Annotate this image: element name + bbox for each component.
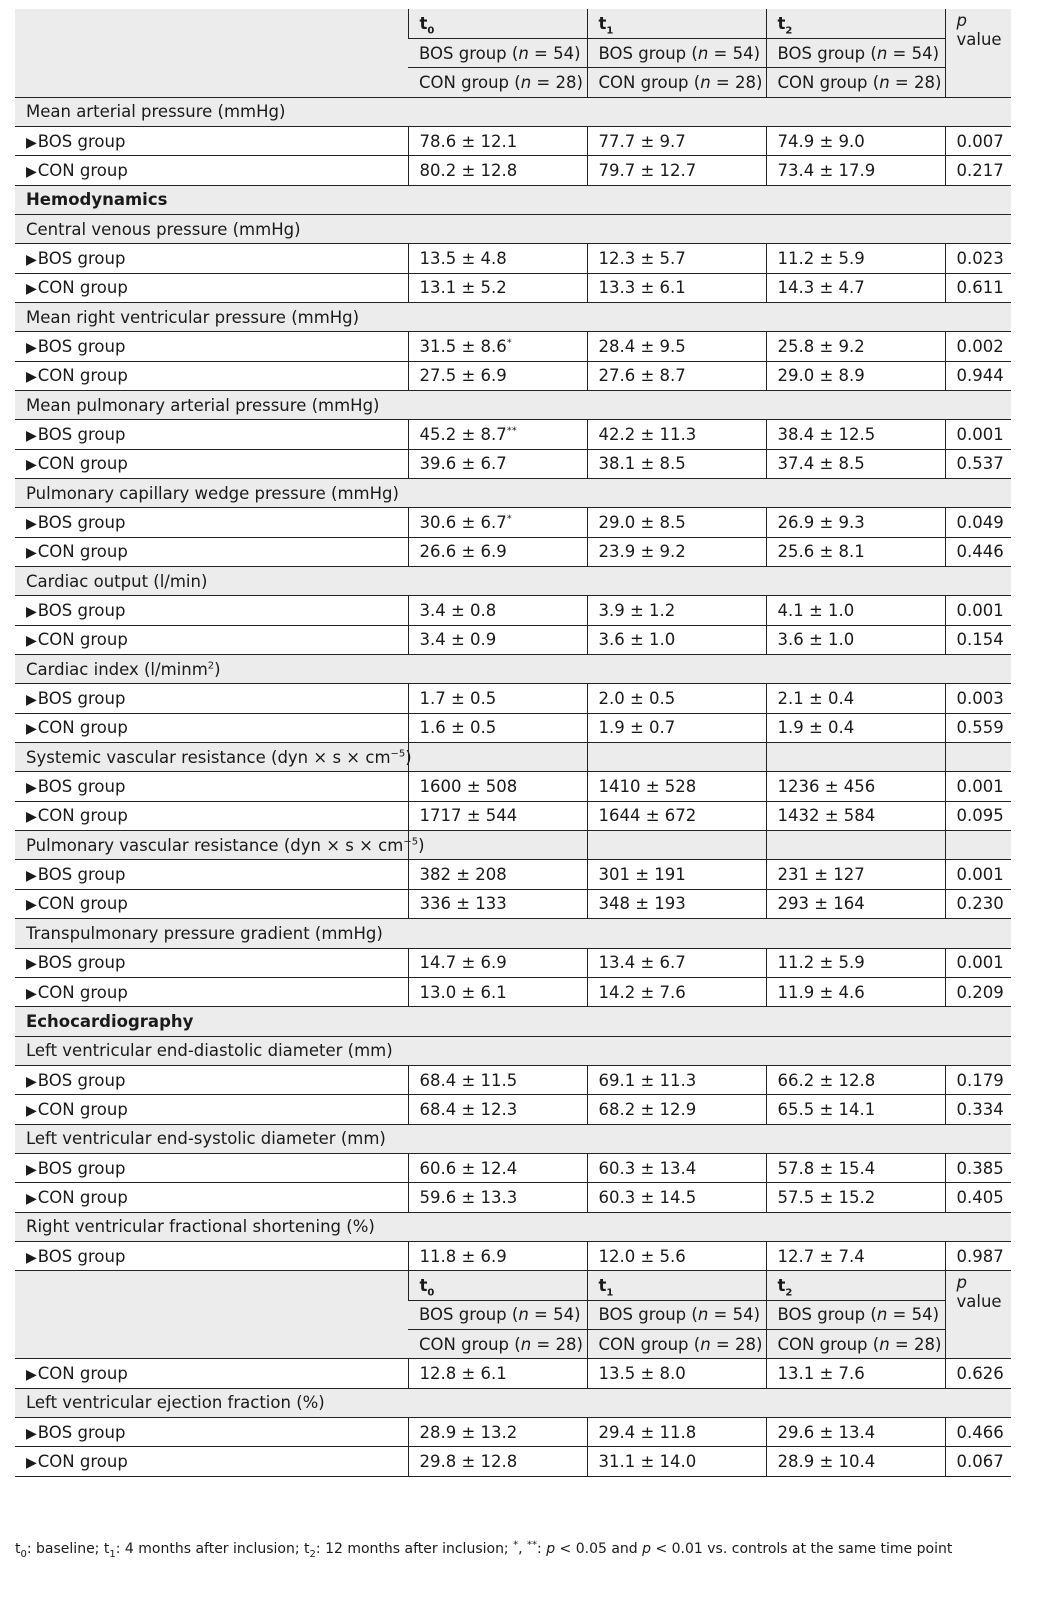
- value-t1: 3.9 ± 1.2: [587, 596, 766, 625]
- value-t2: 29.6 ± 13.4: [766, 1418, 945, 1447]
- category-row: [15, 479, 1011, 508]
- group-label: ▶BOS group: [15, 126, 408, 155]
- section-label: Echocardiography: [15, 1007, 1011, 1036]
- p-value: 0.446: [945, 537, 1011, 566]
- value-t2: 231 ± 127: [766, 860, 945, 889]
- header-bos-group: BOS group (n = 54): [408, 1300, 587, 1329]
- value-t1: 12.3 ± 5.7: [587, 244, 766, 273]
- category-label: Left ventricular end-diastolic diameter (mm): [15, 1036, 1011, 1065]
- header-con-group: CON group (n = 28): [587, 1329, 766, 1358]
- group-label: ▶CON group: [15, 273, 408, 302]
- p-value: 0.179: [945, 1065, 1011, 1094]
- value-t0: 13.5 ± 4.8: [408, 244, 587, 273]
- category-row: [15, 743, 1011, 772]
- section-label: Hemodynamics: [15, 185, 1011, 214]
- table-header-row: [15, 9, 1011, 38]
- triangle-bullet-icon: ▶: [26, 1102, 37, 1119]
- p-value: 0.154: [945, 625, 1011, 654]
- triangle-bullet-icon: ▶: [26, 780, 37, 797]
- table-row: [15, 713, 1011, 742]
- p-value: 0.023: [945, 244, 1011, 273]
- category-row: [15, 655, 1011, 684]
- value-t1: 23.9 ± 9.2: [587, 537, 766, 566]
- value-t0: 78.6 ± 12.1: [408, 126, 587, 155]
- p-value: 0.001: [945, 420, 1011, 449]
- header-bos-group: BOS group (n = 54): [587, 1300, 766, 1329]
- triangle-bullet-icon: ▶: [26, 251, 37, 268]
- category-row: [15, 390, 1011, 419]
- value-t1: 3.6 ± 1.0: [587, 625, 766, 654]
- p-value: 0.626: [945, 1359, 1011, 1388]
- category-label: Pulmonary capillary wedge pressure (mmHg): [15, 479, 1011, 508]
- category-row: [15, 919, 1011, 948]
- value-t0: 13.1 ± 5.2: [408, 273, 587, 302]
- category-row: [15, 1388, 1011, 1417]
- table-row: [15, 126, 1011, 155]
- triangle-bullet-icon: ▶: [26, 163, 37, 180]
- triangle-bullet-icon: ▶: [26, 1161, 37, 1178]
- category-row: [15, 302, 1011, 331]
- header-blank-cell: [15, 9, 408, 97]
- value-t2: 25.8 ± 9.2: [766, 332, 945, 361]
- category-label: Left ventricular end-systolic diameter (mm): [15, 1124, 1011, 1153]
- p-value: 0.007: [945, 126, 1011, 155]
- group-label: ▶BOS group: [15, 1065, 408, 1094]
- p-value: 0.405: [945, 1183, 1011, 1212]
- table-row: [15, 1153, 1011, 1182]
- table-row: [15, 801, 1011, 830]
- value-t1: 1.9 ± 0.7: [587, 713, 766, 742]
- value-t1: 13.5 ± 8.0: [587, 1359, 766, 1388]
- value-t2: 12.7 ± 7.4: [766, 1241, 945, 1270]
- triangle-bullet-icon: ▶: [26, 633, 37, 650]
- p-value: 0.001: [945, 948, 1011, 977]
- section-row: [15, 185, 1011, 214]
- value-t1: 27.6 ± 8.7: [587, 361, 766, 390]
- p-value: 0.049: [945, 508, 1011, 537]
- triangle-bullet-icon: ▶: [26, 134, 37, 151]
- value-t0: 336 ± 133: [408, 889, 587, 918]
- value-t0: 14.7 ± 6.9: [408, 948, 587, 977]
- value-t2: 29.0 ± 8.9: [766, 361, 945, 390]
- value-t0: 1717 ± 544: [408, 801, 587, 830]
- value-t1: 69.1 ± 11.3: [587, 1065, 766, 1094]
- value-t1: 29.0 ± 8.5: [587, 508, 766, 537]
- value-t0: 59.6 ± 13.3: [408, 1183, 587, 1212]
- category-label: Mean pulmonary arterial pressure (mmHg): [15, 390, 1011, 419]
- table-row: [15, 1183, 1011, 1212]
- triangle-bullet-icon: ▶: [26, 1190, 37, 1207]
- value-t2: 57.8 ± 15.4: [766, 1153, 945, 1182]
- group-label: ▶BOS group: [15, 1241, 408, 1270]
- table-row: [15, 948, 1011, 977]
- p-value: 0.466: [945, 1418, 1011, 1447]
- group-label: ▶CON group: [15, 1183, 408, 1212]
- category-label: Cardiac index (l/minm$^2$): [15, 655, 1011, 684]
- value-t2: 293 ± 164: [766, 889, 945, 918]
- table-row: [15, 244, 1011, 273]
- value-t2: 66.2 ± 12.8: [766, 1065, 945, 1094]
- triangle-bullet-icon: ▶: [26, 369, 37, 386]
- value-t1: 348 ± 193: [587, 889, 766, 918]
- value-t1: 2.0 ± 0.5: [587, 684, 766, 713]
- hemodynamics-table: [15, 9, 1011, 1477]
- empty-cell: [945, 743, 1011, 772]
- value-t1: 301 ± 191: [587, 860, 766, 889]
- table-row: [15, 1359, 1011, 1388]
- header-bos-group: BOS group (n = 54): [408, 38, 587, 67]
- value-t2: 26.9 ± 9.3: [766, 508, 945, 537]
- table-row: [15, 273, 1011, 302]
- value-t0: 31.5 ± 8.6*: [408, 332, 587, 361]
- value-t0: 12.8 ± 6.1: [408, 1359, 587, 1388]
- triangle-bullet-icon: ▶: [26, 956, 37, 973]
- value-t2: 57.5 ± 15.2: [766, 1183, 945, 1212]
- value-t1: 29.4 ± 11.8: [587, 1418, 766, 1447]
- table-row: [15, 860, 1011, 889]
- category-label: Right ventricular fractional shortening (%): [15, 1212, 1011, 1241]
- header-t2: $t_2$: [766, 1271, 945, 1300]
- value-t0: 29.8 ± 12.8: [408, 1447, 587, 1476]
- triangle-bullet-icon: ▶: [26, 427, 37, 444]
- value-t1: 28.4 ± 9.5: [587, 332, 766, 361]
- value-t0: 60.6 ± 12.4: [408, 1153, 587, 1182]
- triangle-bullet-icon: ▶: [26, 281, 37, 298]
- header-blank-cell: [15, 1271, 408, 1359]
- triangle-bullet-icon: ▶: [26, 1249, 37, 1266]
- empty-cell: [587, 831, 766, 860]
- header-con-group: CON group (n = 28): [408, 1329, 587, 1358]
- value-t1: 13.3 ± 6.1: [587, 273, 766, 302]
- table-row: [15, 684, 1011, 713]
- group-label: ▶BOS group: [15, 1418, 408, 1447]
- triangle-bullet-icon: ▶: [26, 604, 37, 621]
- p-value: 0.003: [945, 684, 1011, 713]
- header-con-group: CON group (n = 28): [766, 1329, 945, 1358]
- value-t1: 79.7 ± 12.7: [587, 156, 766, 185]
- p-value: 0.001: [945, 772, 1011, 801]
- value-t2: 38.4 ± 12.5: [766, 420, 945, 449]
- value-t2: 73.4 ± 17.9: [766, 156, 945, 185]
- p-value: 0.230: [945, 889, 1011, 918]
- header-bos-group: BOS group (n = 54): [766, 1300, 945, 1329]
- value-t0: 27.5 ± 6.9: [408, 361, 587, 390]
- empty-cell: [408, 831, 587, 860]
- value-t1: 68.2 ± 12.9: [587, 1095, 766, 1124]
- value-t1: 13.4 ± 6.7: [587, 948, 766, 977]
- value-t1: 42.2 ± 11.3: [587, 420, 766, 449]
- empty-cell: [766, 743, 945, 772]
- group-label: ▶CON group: [15, 1447, 408, 1476]
- table-row: [15, 156, 1011, 185]
- empty-cell: [766, 831, 945, 860]
- header-bos-group: BOS group (n = 54): [766, 38, 945, 67]
- value-t0: 45.2 ± 8.7**: [408, 420, 587, 449]
- value-t2: 3.6 ± 1.0: [766, 625, 945, 654]
- header-con-group: CON group (n = 28): [587, 68, 766, 97]
- p-value: 0.611: [945, 273, 1011, 302]
- value-t2: 25.6 ± 8.1: [766, 537, 945, 566]
- group-label: ▶BOS group: [15, 596, 408, 625]
- table-row: [15, 449, 1011, 478]
- table-row: [15, 1065, 1011, 1094]
- group-label: ▶BOS group: [15, 332, 408, 361]
- value-t2: 2.1 ± 0.4: [766, 684, 945, 713]
- p-value: 0.095: [945, 801, 1011, 830]
- value-t0: 28.9 ± 13.2: [408, 1418, 587, 1447]
- value-t0: 13.0 ± 6.1: [408, 977, 587, 1006]
- p-value: 0.987: [945, 1241, 1011, 1270]
- group-label: ▶CON group: [15, 801, 408, 830]
- value-t2: 28.9 ± 10.4: [766, 1447, 945, 1476]
- value-t2: 11.2 ± 5.9: [766, 948, 945, 977]
- category-label: Left ventricular ejection fraction (%): [15, 1388, 1011, 1417]
- value-t1: 1644 ± 672: [587, 801, 766, 830]
- value-t0: 1600 ± 508: [408, 772, 587, 801]
- table-row: [15, 537, 1011, 566]
- value-t1: 12.0 ± 5.6: [587, 1241, 766, 1270]
- category-row: [15, 831, 1011, 860]
- group-label: ▶CON group: [15, 361, 408, 390]
- value-t1: 31.1 ± 14.0: [587, 1447, 766, 1476]
- table-row: [15, 1095, 1011, 1124]
- group-label: ▶BOS group: [15, 772, 408, 801]
- category-label: Mean right ventricular pressure (mmHg): [15, 302, 1011, 331]
- category-label: Cardiac output (l/min): [15, 567, 1011, 596]
- value-t2: 1.9 ± 0.4: [766, 713, 945, 742]
- category-row: [15, 1124, 1011, 1153]
- value-t2: 65.5 ± 14.1: [766, 1095, 945, 1124]
- header-con-group: CON group (n = 28): [766, 68, 945, 97]
- value-t0: 382 ± 208: [408, 860, 587, 889]
- value-t2: 37.4 ± 8.5: [766, 449, 945, 478]
- category-row: [15, 97, 1011, 126]
- p-value: 0.001: [945, 860, 1011, 889]
- triangle-bullet-icon: ▶: [26, 868, 37, 885]
- group-label: ▶CON group: [15, 1359, 408, 1388]
- category-label: Transpulmonary pressure gradient (mmHg): [15, 919, 1011, 948]
- category-label: Central venous pressure (mmHg): [15, 214, 1011, 243]
- p-value: 0.002: [945, 332, 1011, 361]
- value-t0: 68.4 ± 11.5: [408, 1065, 587, 1094]
- table-row: [15, 625, 1011, 654]
- header-t1: $t_1$: [587, 9, 766, 38]
- header-t2: $t_2$: [766, 9, 945, 38]
- triangle-bullet-icon: ▶: [26, 1455, 37, 1472]
- triangle-bullet-icon: ▶: [26, 721, 37, 738]
- header-t0: $t_0$: [408, 9, 587, 38]
- table-row: [15, 772, 1011, 801]
- header-t1: $t_1$: [587, 1271, 766, 1300]
- header-con-group: CON group (n = 28): [408, 68, 587, 97]
- value-t0: 1.6 ± 0.5: [408, 713, 587, 742]
- p-value: 0.067: [945, 1447, 1011, 1476]
- value-t0: 3.4 ± 0.8: [408, 596, 587, 625]
- table-row: [15, 977, 1011, 1006]
- triangle-bullet-icon: ▶: [26, 545, 37, 562]
- table-row: [15, 332, 1011, 361]
- group-label: ▶CON group: [15, 156, 408, 185]
- table-row: [15, 1241, 1011, 1270]
- value-t2: 1432 ± 584: [766, 801, 945, 830]
- p-value: 0.944: [945, 361, 1011, 390]
- category-row: [15, 214, 1011, 243]
- group-label: ▶CON group: [15, 1095, 408, 1124]
- p-value: 0.385: [945, 1153, 1011, 1182]
- triangle-bullet-icon: ▶: [26, 897, 37, 914]
- category-row: [15, 1212, 1011, 1241]
- group-label: ▶BOS group: [15, 684, 408, 713]
- value-t1: 60.3 ± 14.5: [587, 1183, 766, 1212]
- p-value: 0.217: [945, 156, 1011, 185]
- group-label: ▶CON group: [15, 713, 408, 742]
- table-row: [15, 508, 1011, 537]
- value-t1: 77.7 ± 9.7: [587, 126, 766, 155]
- value-t0: 3.4 ± 0.9: [408, 625, 587, 654]
- value-t1: 38.1 ± 8.5: [587, 449, 766, 478]
- group-label: ▶BOS group: [15, 244, 408, 273]
- value-t2: 11.9 ± 4.6: [766, 977, 945, 1006]
- triangle-bullet-icon: ▶: [26, 339, 37, 356]
- value-t0: 1.7 ± 0.5: [408, 684, 587, 713]
- triangle-bullet-icon: ▶: [26, 692, 37, 709]
- value-t2: 14.3 ± 4.7: [766, 273, 945, 302]
- p-value: 0.209: [945, 977, 1011, 1006]
- p-value: 0.334: [945, 1095, 1011, 1124]
- value-t1: 60.3 ± 13.4: [587, 1153, 766, 1182]
- category-label: Mean arterial pressure (mmHg): [15, 97, 1011, 126]
- value-t2: 74.9 ± 9.0: [766, 126, 945, 155]
- group-label: ▶BOS group: [15, 420, 408, 449]
- p-value: 0.559: [945, 713, 1011, 742]
- group-label: ▶BOS group: [15, 1153, 408, 1182]
- value-t0: 39.6 ± 6.7: [408, 449, 587, 478]
- header-bos-group: BOS group (n = 54): [587, 38, 766, 67]
- p-value: 0.001: [945, 596, 1011, 625]
- empty-cell: [408, 743, 587, 772]
- category-label: Systemic vascular resistance $(dyn \times s \times cm^{-5})$: [15, 743, 408, 772]
- empty-cell: [587, 743, 766, 772]
- category-row: [15, 567, 1011, 596]
- value-t0: 68.4 ± 12.3: [408, 1095, 587, 1124]
- group-label: ▶BOS group: [15, 948, 408, 977]
- triangle-bullet-icon: ▶: [26, 1425, 37, 1442]
- header-t0: $t_0$: [408, 1271, 587, 1300]
- value-t0: 30.6 ± 6.7*: [408, 508, 587, 537]
- triangle-bullet-icon: ▶: [26, 516, 37, 533]
- group-label: ▶CON group: [15, 449, 408, 478]
- header-p-value: p value: [945, 1271, 1011, 1359]
- group-label: ▶BOS group: [15, 860, 408, 889]
- value-t0: 26.6 ± 6.9: [408, 537, 587, 566]
- group-label: ▶CON group: [15, 889, 408, 918]
- table-footnote: $t_0$: baseline; $t_1$: 4 months after inclusion; $t_2$: 12 months after inclusion; *, **: p < 0.05 and p < 0.01 vs. controls at the same time point: [15, 1539, 953, 1560]
- table-row: [15, 1418, 1011, 1447]
- p-value: 0.537: [945, 449, 1011, 478]
- table-row: [15, 1447, 1011, 1476]
- value-t2: 1236 ± 456: [766, 772, 945, 801]
- triangle-bullet-icon: ▶: [26, 457, 37, 474]
- table-row: [15, 361, 1011, 390]
- header-p-value: p value: [945, 9, 1011, 97]
- triangle-bullet-icon: ▶: [26, 985, 37, 1002]
- category-label: Pulmonary vascular resistance $(dyn \times s \times cm^{-5})$: [15, 831, 408, 860]
- table-header-row: [15, 1271, 1011, 1300]
- value-t2: 13.1 ± 7.6: [766, 1359, 945, 1388]
- group-label: ▶CON group: [15, 977, 408, 1006]
- triangle-bullet-icon: ▶: [26, 1366, 37, 1383]
- table-row: [15, 889, 1011, 918]
- value-t0: 80.2 ± 12.8: [408, 156, 587, 185]
- table-row: [15, 420, 1011, 449]
- category-row: [15, 1036, 1011, 1065]
- table-row: [15, 596, 1011, 625]
- triangle-bullet-icon: ▶: [26, 809, 37, 826]
- group-label: ▶CON group: [15, 537, 408, 566]
- group-label: ▶BOS group: [15, 508, 408, 537]
- value-t1: 1410 ± 528: [587, 772, 766, 801]
- empty-cell: [945, 831, 1011, 860]
- triangle-bullet-icon: ▶: [26, 1073, 37, 1090]
- value-t2: 11.2 ± 5.9: [766, 244, 945, 273]
- value-t1: 14.2 ± 7.6: [587, 977, 766, 1006]
- group-label: ▶CON group: [15, 625, 408, 654]
- value-t2: 4.1 ± 1.0: [766, 596, 945, 625]
- value-t0: 11.8 ± 6.9: [408, 1241, 587, 1270]
- section-row: [15, 1007, 1011, 1036]
